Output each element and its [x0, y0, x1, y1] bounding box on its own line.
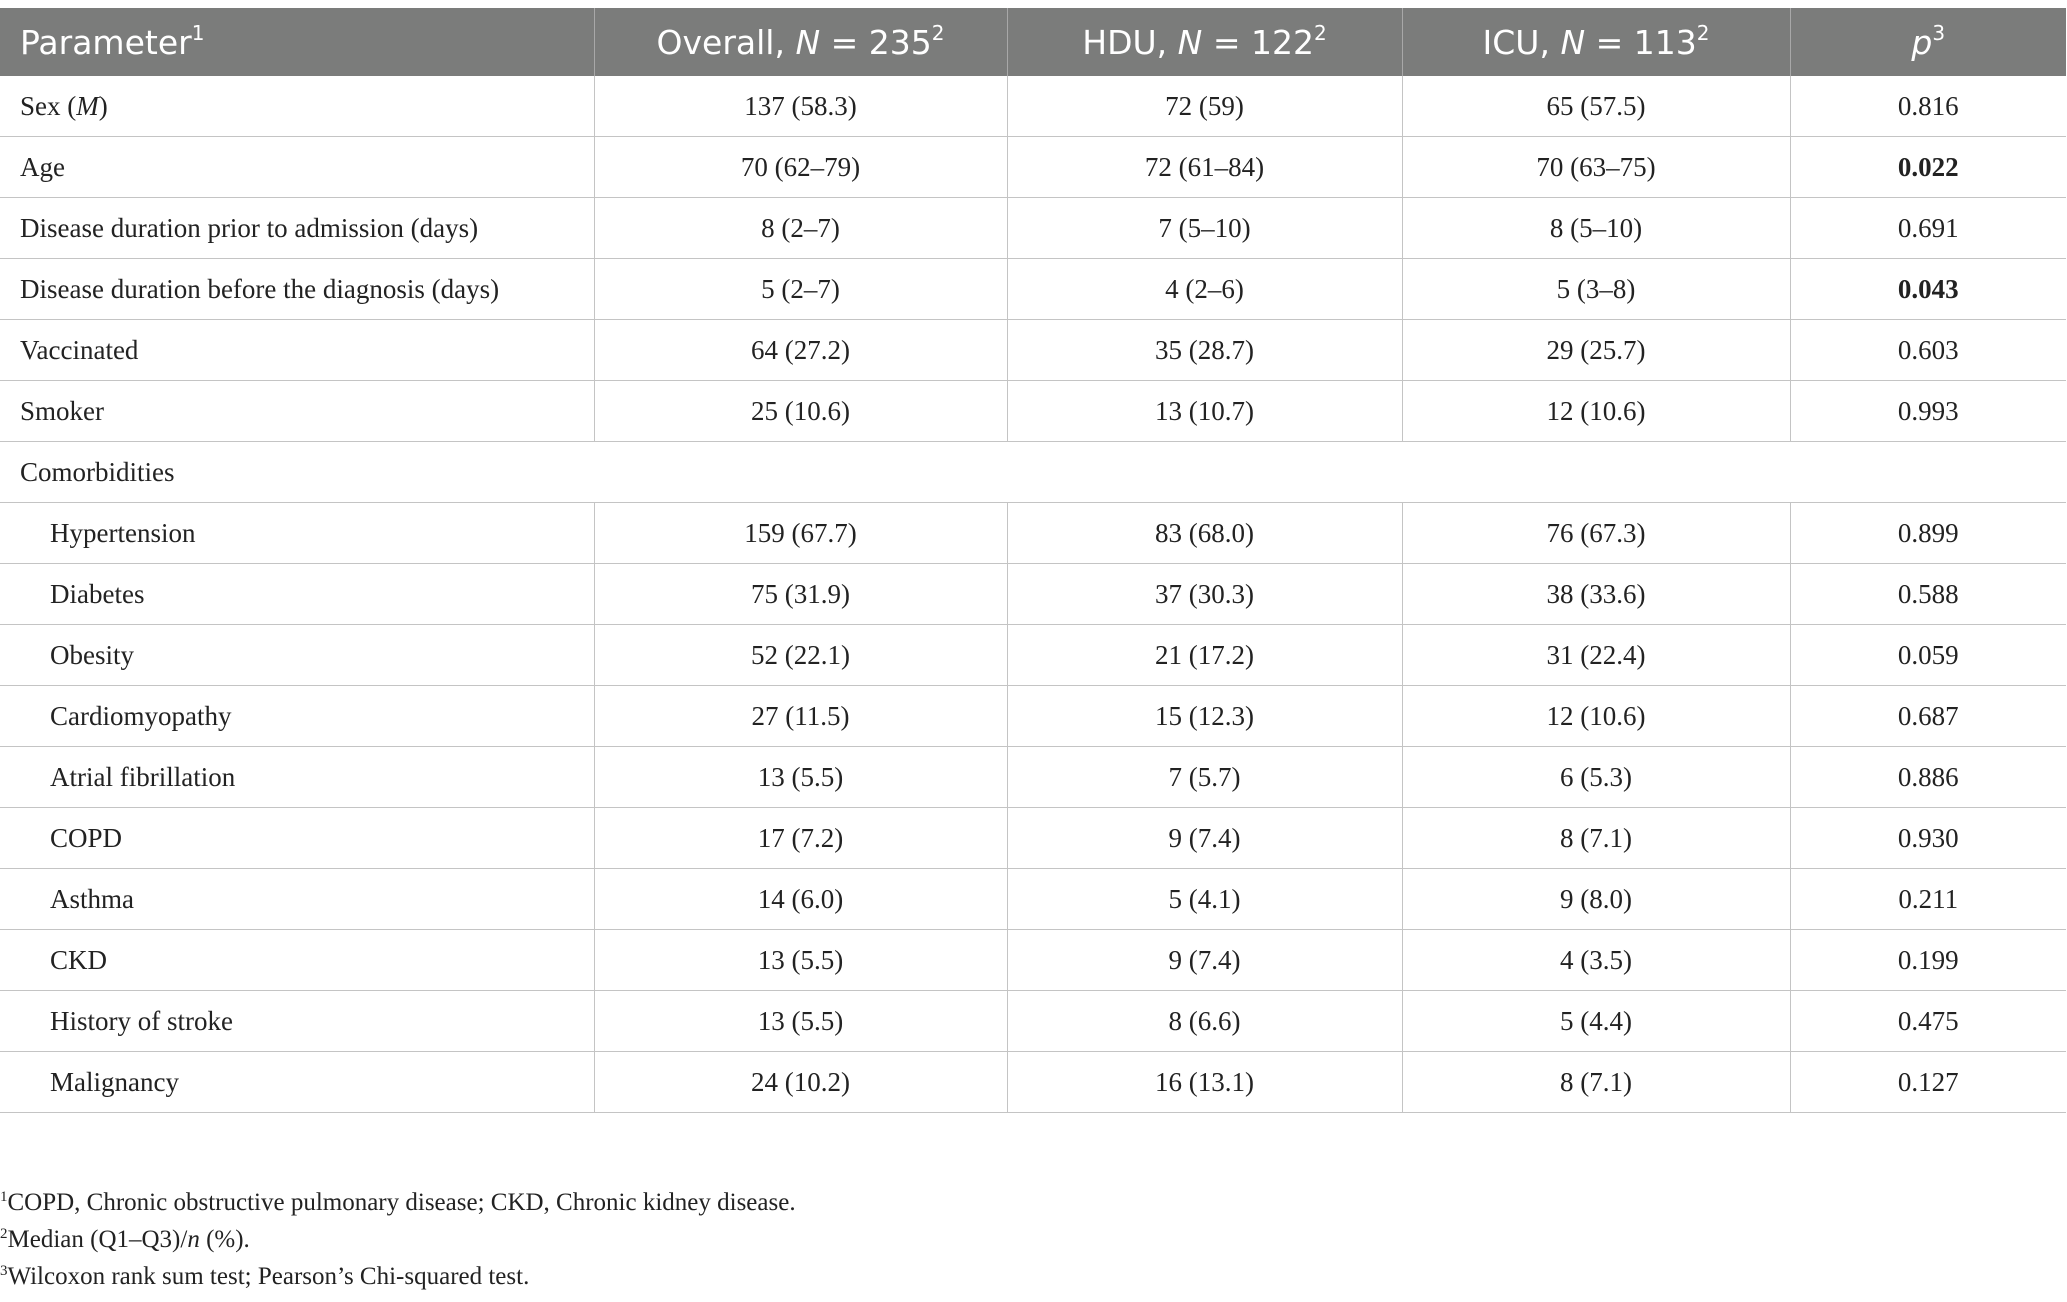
header-parameter: Parameter$^1$	[0, 8, 594, 76]
row-label: Hypertension	[0, 503, 594, 564]
cell-icu: 8 (7.1)	[1402, 808, 1790, 869]
cell-overall: 27 (11.5)	[594, 686, 1007, 747]
section-row	[0, 442, 2066, 503]
cell-p: 0.691	[1790, 198, 2066, 259]
cell-overall: 17 (7.2)	[594, 808, 1007, 869]
cell-p: 0.022	[1790, 137, 2066, 198]
cell-icu: 12 (10.6)	[1402, 381, 1790, 442]
table-row	[0, 564, 2066, 625]
cell-overall: 24 (10.2)	[594, 1052, 1007, 1113]
table-row	[0, 137, 2066, 198]
cell-icu: 5 (4.4)	[1402, 991, 1790, 1052]
table-row	[0, 991, 2066, 1052]
cell-hdu: 16 (13.1)	[1007, 1052, 1402, 1113]
cell-overall: 8 (2–7)	[594, 198, 1007, 259]
row-label: COPD	[0, 808, 594, 869]
row-label: Cardiomyopathy	[0, 686, 594, 747]
cell-overall: 14 (6.0)	[594, 869, 1007, 930]
cell-p: 0.993	[1790, 381, 2066, 442]
section-label: Comorbidities	[0, 442, 2066, 503]
cell-overall: 159 (67.7)	[594, 503, 1007, 564]
table-row	[0, 259, 2066, 320]
cell-icu: 6 (5.3)	[1402, 747, 1790, 808]
cell-p: 0.886	[1790, 747, 2066, 808]
cell-p: 0.127	[1790, 1052, 2066, 1113]
cell-icu: 65 (57.5)	[1402, 76, 1790, 137]
cell-icu: 9 (8.0)	[1402, 869, 1790, 930]
header-row	[0, 8, 2066, 76]
row-label: Disease duration prior to admission (days)	[0, 198, 594, 259]
cell-overall: 64 (27.2)	[594, 320, 1007, 381]
cell-hdu: 13 (10.7)	[1007, 381, 1402, 442]
cell-overall: 13 (5.5)	[594, 991, 1007, 1052]
cell-icu: 76 (67.3)	[1402, 503, 1790, 564]
cell-icu: 8 (5–10)	[1402, 198, 1790, 259]
table-row	[0, 320, 2066, 381]
header-icu: ICU, $N = 113^2$	[1402, 8, 1790, 76]
row-label: Vaccinated	[0, 320, 594, 381]
footnotes	[0, 1184, 796, 1295]
table-row	[0, 869, 2066, 930]
cell-p: 0.043	[1790, 259, 2066, 320]
row-label: Age	[0, 137, 594, 198]
cell-hdu: 37 (30.3)	[1007, 564, 1402, 625]
cell-hdu: 72 (59)	[1007, 76, 1402, 137]
cell-hdu: 9 (7.4)	[1007, 930, 1402, 991]
cell-overall: 70 (62–79)	[594, 137, 1007, 198]
footnote-2: $^2$Median (Q1–Q3)/n (%).	[0, 1226, 250, 1253]
cell-icu: 4 (3.5)	[1402, 930, 1790, 991]
cell-p: 0.059	[1790, 625, 2066, 686]
cell-icu: 31 (22.4)	[1402, 625, 1790, 686]
row-label: CKD	[0, 930, 594, 991]
row-label: Diabetes	[0, 564, 594, 625]
cell-overall: 5 (2–7)	[594, 259, 1007, 320]
table-row	[0, 381, 2066, 442]
cell-overall: 25 (10.6)	[594, 381, 1007, 442]
cell-hdu: 83 (68.0)	[1007, 503, 1402, 564]
cell-p: 0.199	[1790, 930, 2066, 991]
table-row	[0, 625, 2066, 686]
table-row	[0, 686, 2066, 747]
cell-p: 0.211	[1790, 869, 2066, 930]
cell-hdu: 7 (5.7)	[1007, 747, 1402, 808]
footnote-3: $^3$Wilcoxon rank sum test; Pearson’s Chi-squared test.	[0, 1263, 530, 1290]
row-label: Smoker	[0, 381, 594, 442]
cell-hdu: 21 (17.2)	[1007, 625, 1402, 686]
header-hdu: HDU, $N = 122^2$	[1007, 8, 1402, 76]
cell-icu: 12 (10.6)	[1402, 686, 1790, 747]
cell-overall: 13 (5.5)	[594, 747, 1007, 808]
row-label: Atrial fibrillation	[0, 747, 594, 808]
header-overall: Overall, $N = 235^2$	[594, 8, 1007, 76]
table-row	[0, 1052, 2066, 1113]
cell-hdu: 5 (4.1)	[1007, 869, 1402, 930]
row-label: Disease duration before the diagnosis (days)	[0, 259, 594, 320]
row-label: History of stroke	[0, 991, 594, 1052]
header-p: $p^3$	[1790, 8, 2066, 76]
table-row	[0, 76, 2066, 137]
table-row	[0, 808, 2066, 869]
cell-hdu: 15 (12.3)	[1007, 686, 1402, 747]
row-label: Malignancy	[0, 1052, 594, 1113]
row-label: Sex (M)	[0, 76, 594, 137]
data-table	[0, 8, 2066, 1113]
cell-p: 0.899	[1790, 503, 2066, 564]
cell-hdu: 9 (7.4)	[1007, 808, 1402, 869]
cell-overall: 52 (22.1)	[594, 625, 1007, 686]
cell-icu: 70 (63–75)	[1402, 137, 1790, 198]
cell-p: 0.930	[1790, 808, 2066, 869]
table-row	[0, 198, 2066, 259]
cell-p: 0.588	[1790, 564, 2066, 625]
cell-p: 0.603	[1790, 320, 2066, 381]
cell-overall: 75 (31.9)	[594, 564, 1007, 625]
cell-icu: 38 (33.6)	[1402, 564, 1790, 625]
row-label: Obesity	[0, 625, 594, 686]
footnote-1: $^1$COPD, Chronic obstructive pulmonary disease; CKD, Chronic kidney disease.	[0, 1189, 796, 1216]
cell-p: 0.475	[1790, 991, 2066, 1052]
cell-hdu: 4 (2–6)	[1007, 259, 1402, 320]
table-row	[0, 930, 2066, 991]
cell-hdu: 72 (61–84)	[1007, 137, 1402, 198]
cell-hdu: 8 (6.6)	[1007, 991, 1402, 1052]
cell-p: 0.687	[1790, 686, 2066, 747]
cell-hdu: 7 (5–10)	[1007, 198, 1402, 259]
cell-icu: 29 (25.7)	[1402, 320, 1790, 381]
cell-overall: 137 (58.3)	[594, 76, 1007, 137]
cell-icu: 5 (3–8)	[1402, 259, 1790, 320]
row-label: Asthma	[0, 869, 594, 930]
cell-icu: 8 (7.1)	[1402, 1052, 1790, 1113]
cell-hdu: 35 (28.7)	[1007, 320, 1402, 381]
cell-p: 0.816	[1790, 76, 2066, 137]
cell-overall: 13 (5.5)	[594, 930, 1007, 991]
table-row	[0, 503, 2066, 564]
table-row	[0, 747, 2066, 808]
